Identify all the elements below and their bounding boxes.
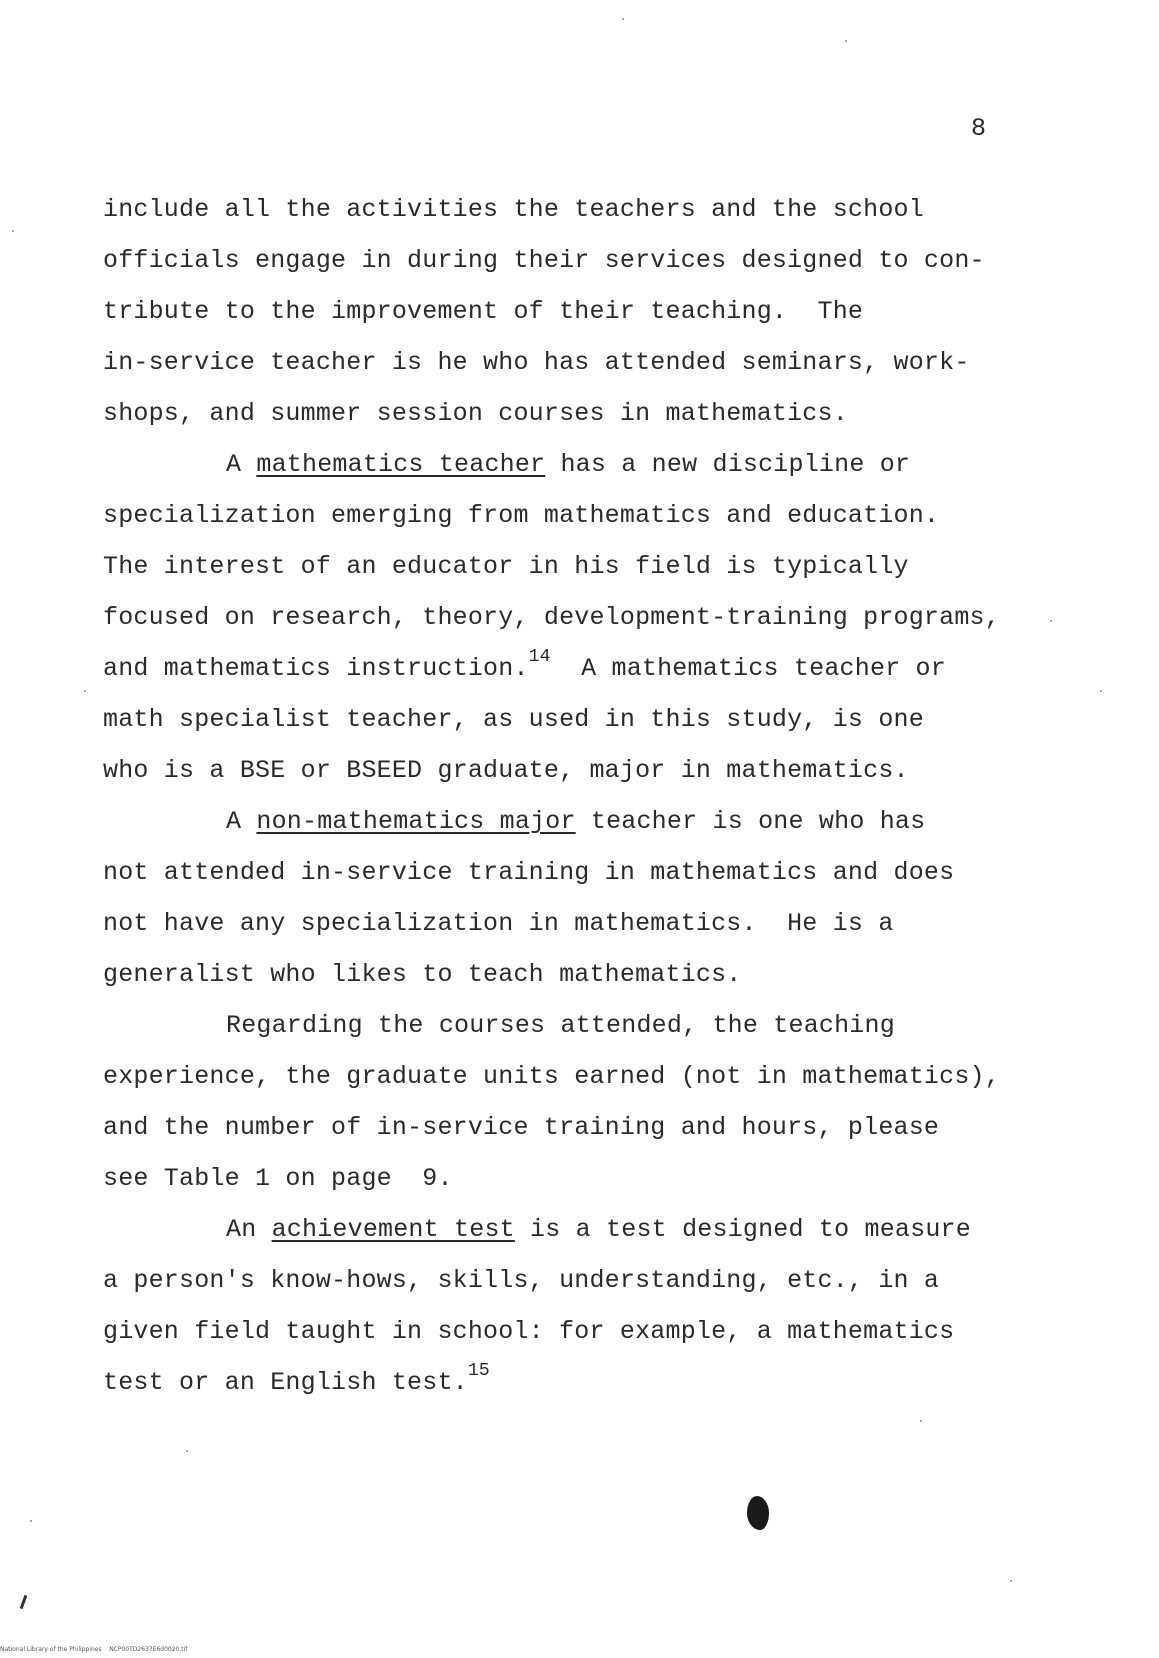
text-line-6 [226,449,910,481]
term-mathematics-teacher: mathematics teacher [256,450,546,479]
text-line-9: focused on research, theory, development-training programs, [103,603,1000,632]
scan-speck [1100,690,1102,692]
text-line-16: generalist who likes to teach mathematics. [103,960,742,989]
text-line-11: math specialist teacher, as used in this study, is one [103,705,924,734]
text-line-10 [103,647,946,687]
scan-speck [920,1420,922,1422]
scan-speck [845,40,847,42]
scan-speck [186,1450,188,1452]
text-line-12: who is a BSE or BSEED graduate, major in mathematics. [103,756,909,785]
stray-pen-mark [20,1595,28,1609]
scan-speck [1010,1580,1012,1582]
text-line-2: officials engage in during their services designed to con- [103,246,985,275]
line-24-lead: test or an English test. [103,1368,468,1397]
line-10-tail: A mathematics teacher or [550,654,946,683]
page-number: 8 [971,114,987,143]
text-line-20: see Table 1 on page 9. [103,1164,453,1193]
scan-speck [1050,620,1052,622]
line-6-tail: has a new discipline or [545,450,911,479]
text-line-5: shops, and summer session courses in mathematics. [103,399,848,428]
text-line-18: experience, the graduate units earned (not in mathematics), [103,1062,1000,1091]
ink-blot [747,1496,769,1530]
term-non-mathematics-major: non-mathematics major [256,807,576,836]
text-line-21 [226,1214,971,1246]
text-line-15: not have any specialization in mathematics. He is a [103,909,894,938]
text-line-8: The interest of an educator in his field is typically [103,552,909,581]
scan-speck [84,690,86,692]
text-line-1: include all the activities the teachers and the school [103,195,924,224]
footnote-ref-14: 14 [528,647,551,667]
line-13-tail: teacher is one who has [575,807,926,836]
line-6-lead: A [226,450,257,479]
text-line-3: tribute to the improvement of their teaching. The [103,297,864,326]
line-13-lead: A [226,807,257,836]
line-10-lead: and mathematics instruction. [103,654,529,683]
archive-footer-strip: National Library of the Philippines NCP00TD2637E6d0020.tif [0,1646,188,1653]
text-line-4: in-service teacher is he who has attended seminars, work- [103,348,970,377]
text-line-19: and the number of in-service training and hours, please [103,1113,940,1142]
scan-speck [30,1520,32,1522]
text-line-7: specialization emerging from mathematics and education. [103,501,940,530]
text-line-23: given field taught in school: for example, a mathematics [103,1317,955,1346]
text-line-24 [103,1361,490,1401]
text-line-14: not attended in-service training in mathematics and does [103,858,955,887]
text-line-22: a person's know-hows, skills, understanding, etc., in a [103,1266,940,1295]
term-achievement-test: achievement test [271,1215,515,1244]
text-line-17: Regarding the courses attended, the teaching [226,1011,895,1040]
line-21-lead: An [226,1215,272,1244]
footnote-ref-15: 15 [467,1361,490,1381]
text-line-13 [226,806,925,838]
line-21-tail: is a test designed to measure [514,1215,971,1244]
scan-speck [622,18,624,20]
scan-speck [12,230,14,232]
